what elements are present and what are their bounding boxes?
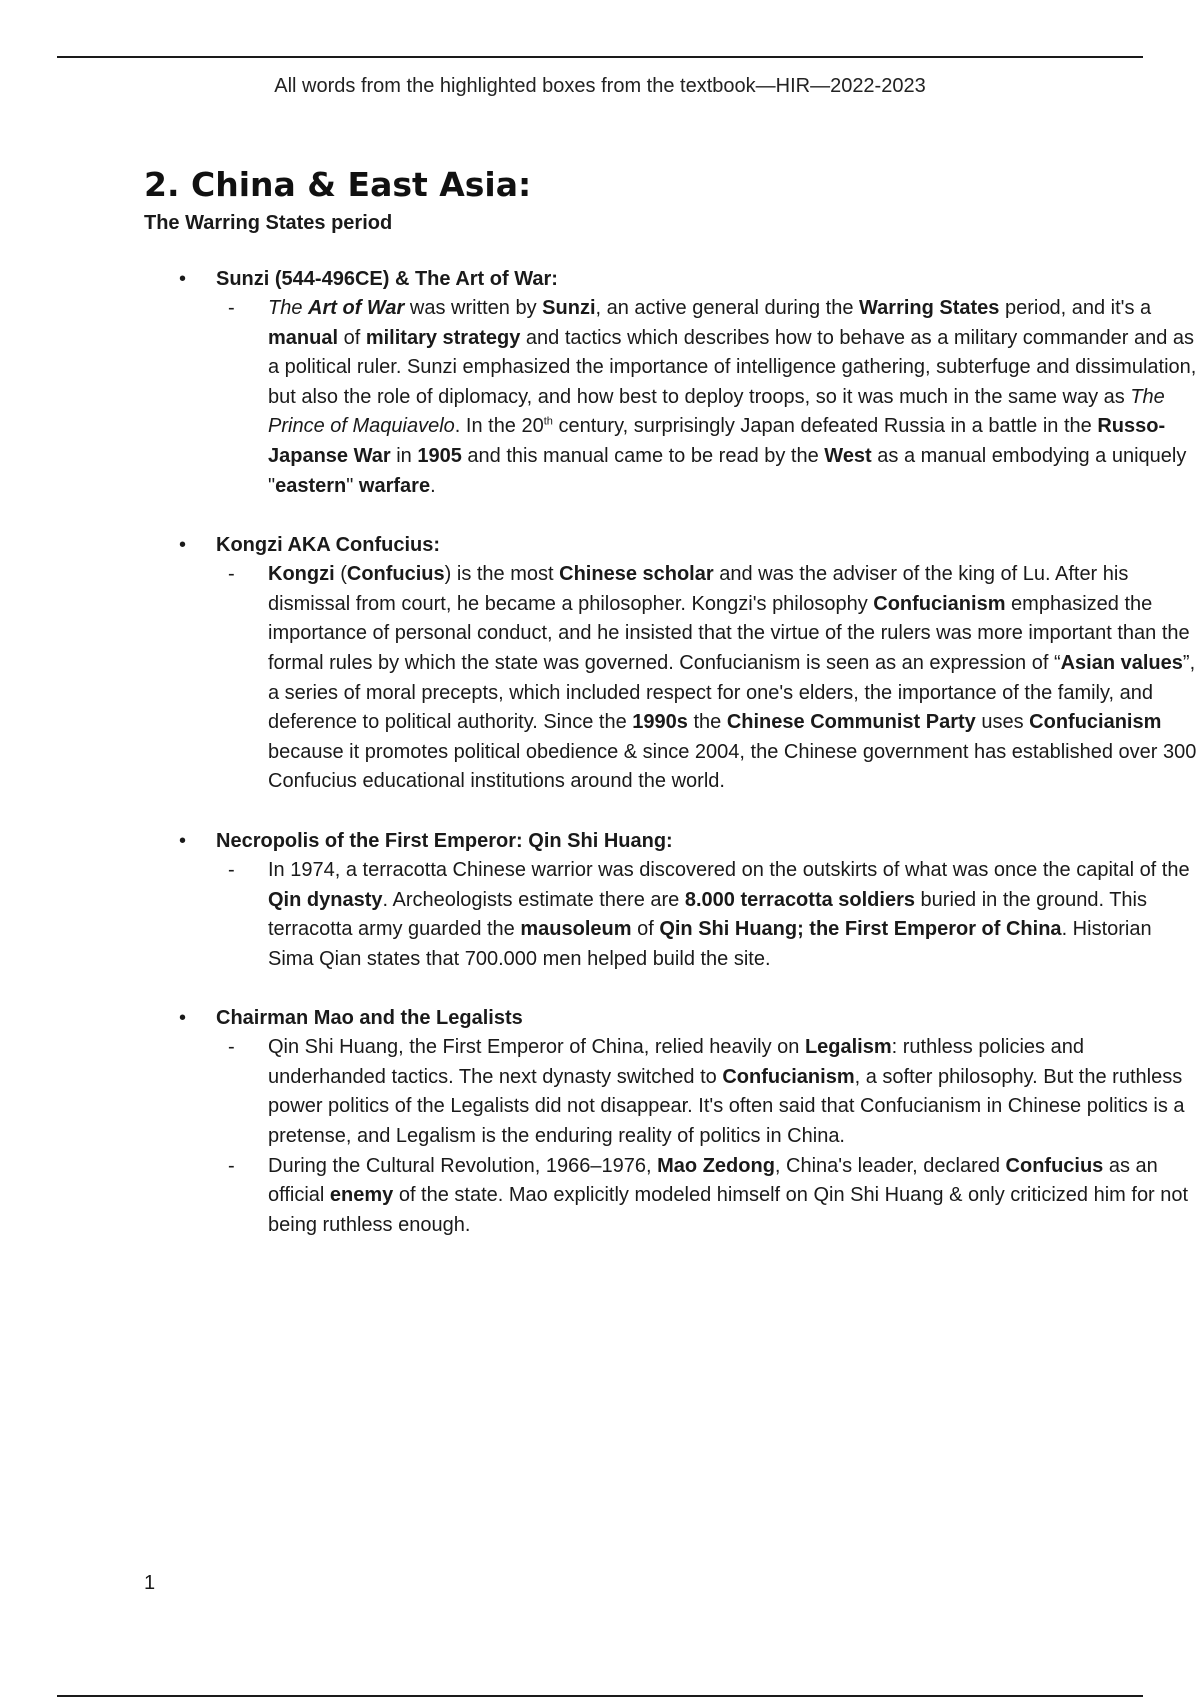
text-run: century, surprisingly Japan defeated Russia in a battle in the <box>552 415 1098 438</box>
section-title: Sunzi (544-496CE) & The Art of War: <box>216 268 558 290</box>
text-run: Confucius <box>346 563 445 586</box>
text-run: Kongzi <box>268 563 335 586</box>
text-run: Confucianism <box>1029 711 1162 734</box>
text-run: Confucianism <box>722 1065 855 1088</box>
text-run: Confucius <box>1005 1154 1104 1177</box>
dash-marker-icon: - <box>228 1036 235 1059</box>
section <box>144 265 1197 501</box>
text-run: Warring States <box>859 297 1000 319</box>
section-title: Chairman Mao and the Legalists <box>216 1007 523 1030</box>
text-run: The <box>268 297 309 319</box>
text-run: of <box>631 918 660 941</box>
text-run: and this manual came to be read by the <box>461 444 825 467</box>
dash-marker-icon: - <box>228 563 235 586</box>
text-run: Sunzi <box>542 297 596 319</box>
section <box>144 531 1197 797</box>
document-subtitle: The Warring States period <box>144 212 393 234</box>
section-paragraph <box>228 294 1198 501</box>
text-run: : ruthless policies and underhanded tactics. The next dynasty switched to <box>268 1036 1084 1088</box>
text-run: because it promotes political obedience & since 2004, the Chinese government has established over 300 Confucius educational institutions around the world. <box>268 740 1197 793</box>
text-run: was written by <box>404 297 543 319</box>
text-run: Qin Shi Huang; the First Emperor of China <box>659 918 1062 941</box>
text-run: buried in the ground. This terracotta army guarded the <box>268 888 1147 941</box>
text-run: ”, a series of moral precepts, which included respect for one's elders, the importance of the family, and deference to political authority. Since the <box>268 651 1196 734</box>
text-run: , China's leader, declared <box>774 1154 1006 1177</box>
section-paragraph <box>228 1033 1198 1151</box>
text-run: , an active general during the <box>595 297 860 319</box>
text-run: of <box>338 326 366 349</box>
text-run: in <box>390 444 418 467</box>
bullet-icon: • <box>179 534 187 557</box>
text-run: In 1974, a terracotta Chinese warrior was discovered on the outskirts of what was once the capital of the <box>268 858 1190 881</box>
text-run: enemy <box>329 1184 394 1207</box>
header-rule <box>57 56 1143 58</box>
text-run: ( <box>334 563 347 586</box>
text-run: military strategy <box>365 326 521 349</box>
text-run: During the Cultural Revolution, 1966–1976, <box>268 1154 658 1177</box>
text-run: and was the adviser of the king of Lu. After his dismissal from court, he became a philosopher. Kongzi's philosophy <box>268 563 1129 615</box>
footer-rule <box>57 1695 1143 1697</box>
bullet-icon: • <box>179 829 187 852</box>
text-run: . Historian Sima Qian states that 700.000 men helped build the site. <box>268 918 1152 970</box>
text-run: as a manual embodying a uniquely " <box>268 444 1187 497</box>
text-run: Confucianism <box>873 592 1006 615</box>
text-run: mausoleum <box>520 918 632 941</box>
text-run: uses <box>975 711 1030 734</box>
section-list <box>144 265 1197 1240</box>
text-run: . In the 20 <box>454 415 544 438</box>
text-run: West <box>824 444 872 467</box>
section-title: Necropolis of the First Emperor: Qin Shi Huang: <box>216 829 673 852</box>
text-run: Qin dynasty <box>268 888 383 911</box>
text-run: , a softer philosophy. But the ruthless power politics of the Legalists did not disappear. It's often said that Confucianism in Chinese politics is a pretense, and Legalism is the enduring reality of politics in China. <box>268 1065 1185 1148</box>
text-run: . <box>430 474 436 497</box>
section-paragraph <box>228 560 1198 797</box>
text-run: Legalism <box>804 1036 892 1059</box>
document-body <box>144 165 1197 1240</box>
text-run: Russo-Japanse War <box>268 415 1166 467</box>
document-title: 2. China & East Asia: <box>144 165 532 204</box>
text-run: " <box>346 474 359 497</box>
text-run: The Prince of Maquiavelo <box>268 385 1165 438</box>
section-paragraph <box>228 1152 1198 1241</box>
text-run: Asian values <box>1060 651 1183 674</box>
text-run: Chinese Communist Party <box>726 711 976 734</box>
text-run: and tactics which describes how to behave as a military commander and as a political ruler. Sunzi emphasized the importance of intelligence gathering, subterfuge and dissimulation, but also the role of diplomacy, and how best to deploy troops, so it was much in the same way as <box>268 326 1197 408</box>
dash-marker-icon: - <box>228 858 235 881</box>
section-title: Kongzi AKA Confucius: <box>216 534 441 557</box>
text-run: the <box>687 711 727 734</box>
dash-marker-icon: - <box>228 297 235 319</box>
bullet-icon: • <box>179 268 187 290</box>
text-run: 1990s <box>632 711 688 734</box>
text-run: Mao Zedong <box>657 1154 775 1177</box>
section <box>144 827 1190 974</box>
page-number: 1 <box>144 1572 156 1594</box>
text-run: 8.000 terracotta soldiers <box>684 888 915 911</box>
bullet-icon: • <box>179 1007 187 1030</box>
section <box>144 1004 1189 1240</box>
text-run: eastern <box>275 474 347 497</box>
text-run: as an official <box>268 1154 1158 1207</box>
text-run: warfare <box>358 474 431 497</box>
text-run: . Archeologists estimate there are <box>382 888 685 911</box>
dash-marker-icon: - <box>228 1154 235 1177</box>
text-run: manual <box>268 326 339 349</box>
text-run: emphasized the importance of personal conduct, and he insisted that the virtue of the rulers was more important than the formal rules by which the state was governed. Confucianism is seen as an expression of “ <box>268 592 1190 674</box>
text-run: ) is the most <box>444 563 560 586</box>
text-run: Chinese scholar <box>559 563 714 586</box>
text-run: period, and it's a <box>999 297 1152 319</box>
text-run: th <box>543 415 553 428</box>
page-header: All words from the highlighted boxes from the textbook—HIR—2022-2023 <box>274 75 926 97</box>
text-run: Qin Shi Huang, the First Emperor of China, relied heavily on <box>268 1036 805 1059</box>
text-run: of the state. Mao explicitly modeled himself on Qin Shi Huang & only criticized him for not being ruthless enough. <box>268 1184 1189 1236</box>
section-paragraph <box>228 856 1198 974</box>
text-run: Art of War <box>308 297 405 319</box>
text-run: 1905 <box>417 444 462 467</box>
